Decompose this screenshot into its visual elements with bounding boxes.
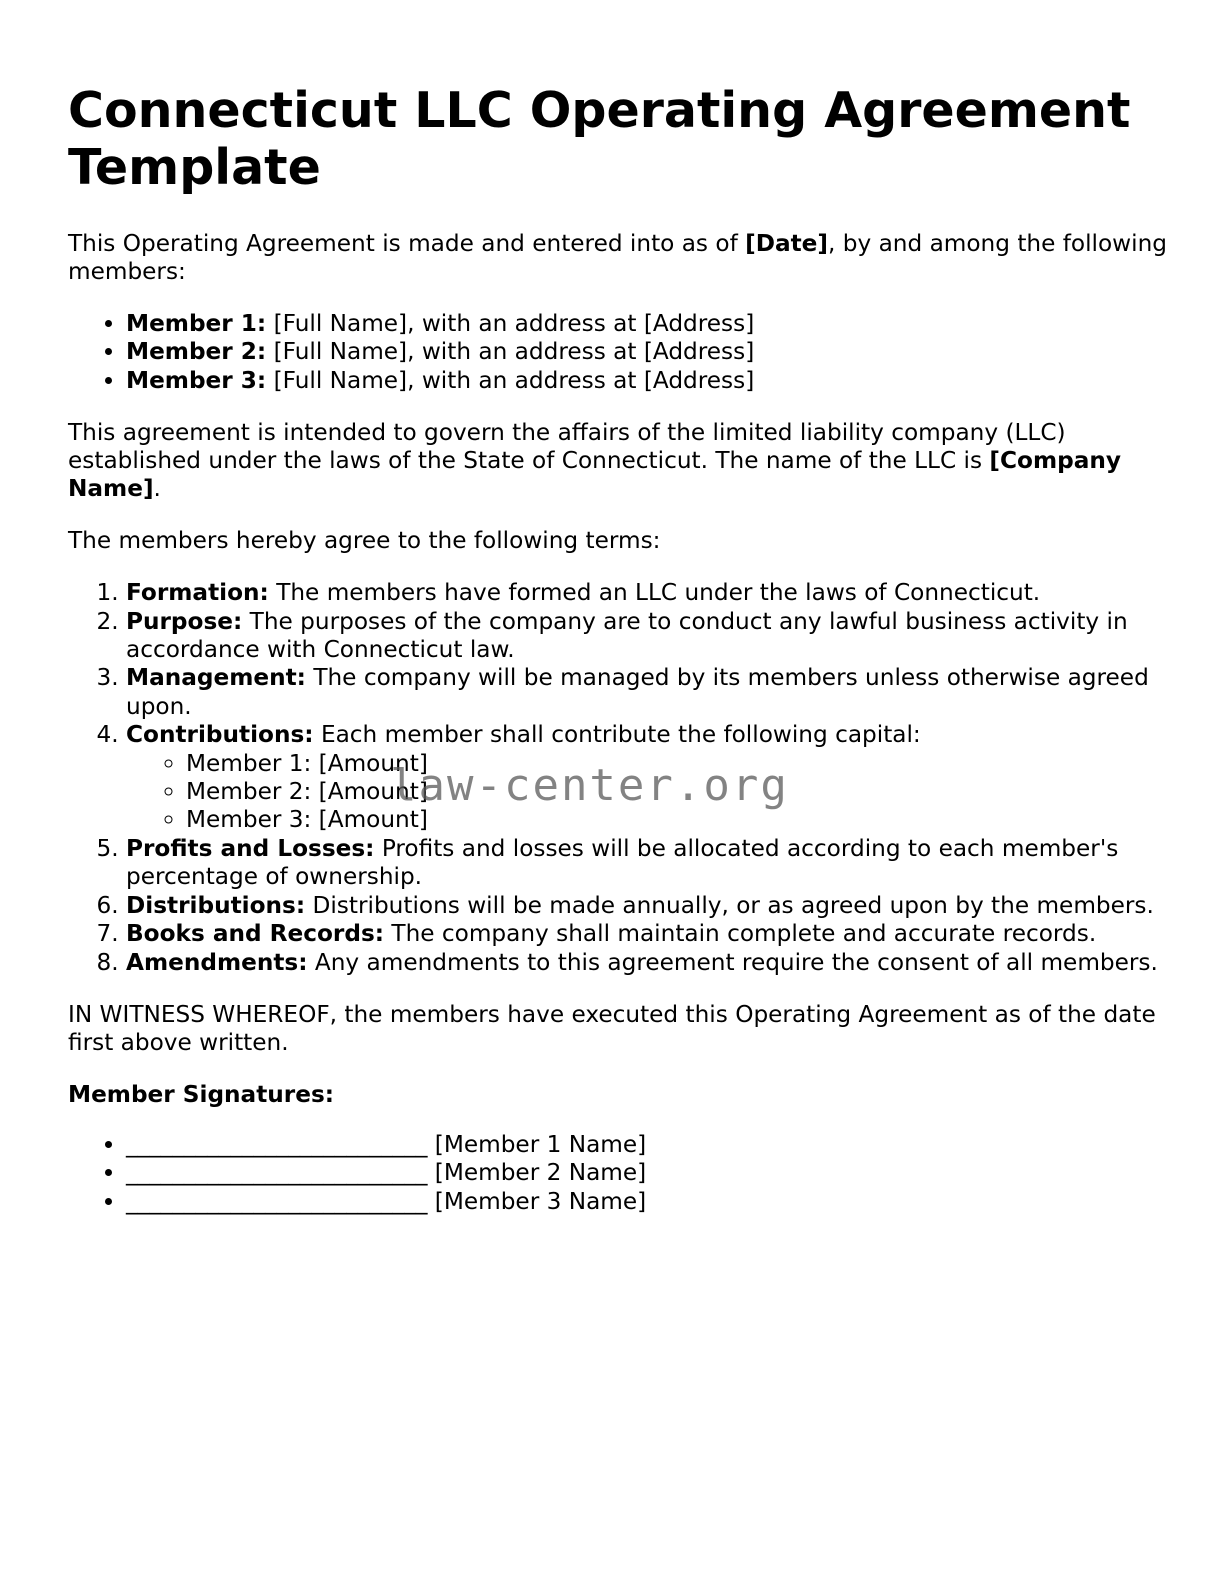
purpose-text-end: . bbox=[153, 475, 161, 503]
signatures-list bbox=[68, 1131, 1168, 1216]
term-text: Profits and losses will be allocated according to each member's percentage of ownership. bbox=[126, 834, 1119, 891]
document-page bbox=[68, 82, 1168, 1240]
list-item bbox=[126, 367, 1168, 395]
term-text: Distributions will be made annually, or as agreed upon by the members. bbox=[305, 891, 1154, 919]
witness-paragraph: IN WITNESS WHEREOF, the members have executed this Operating Agreement as of the date first above written. bbox=[68, 1000, 1156, 1056]
list-item bbox=[126, 920, 1168, 948]
terms-intro: The members hereby agree to the following terms: bbox=[68, 527, 661, 555]
list-item: ◦ Member 2: [Amount] bbox=[186, 778, 1168, 806]
term-label: Amendments: bbox=[126, 948, 308, 976]
page-title: Connecticut LLC Operating Agreement Template bbox=[68, 82, 1131, 196]
list-item bbox=[126, 608, 1168, 665]
list-item bbox=[126, 338, 1168, 366]
term-text: Any amendments to this agreement require the consent of all members. bbox=[307, 948, 1158, 976]
term-label: Profits and Losses: bbox=[126, 834, 375, 862]
list-item bbox=[126, 721, 1168, 835]
intro-paragraph bbox=[68, 230, 1168, 286]
term-label: Books and Records: bbox=[126, 920, 385, 948]
term-label: Distributions: bbox=[126, 891, 306, 919]
term-label: Purpose: bbox=[126, 607, 243, 635]
term-text: Each member shall contribute the following capital: bbox=[313, 721, 921, 749]
signatures-heading-text: Member Signatures: bbox=[68, 1080, 335, 1108]
term-label: Management: bbox=[126, 664, 306, 692]
term-label: Formation: bbox=[126, 579, 269, 607]
watermark: law-center.org bbox=[390, 760, 789, 811]
term-text: The company will be managed by its members unless otherwise agreed upon. bbox=[126, 664, 1149, 720]
list-item bbox=[126, 835, 1168, 892]
list-item bbox=[126, 949, 1168, 977]
list-item bbox=[126, 310, 1168, 338]
member-label: Member 2: bbox=[126, 338, 267, 366]
contributions-list bbox=[126, 750, 1168, 835]
intro-text: This Operating Agreement is made and entered into as of bbox=[68, 230, 746, 257]
term-label: Contributions: bbox=[126, 721, 314, 749]
signature-line: • __________________________ [Member 3 Name] bbox=[126, 1188, 1168, 1216]
member-details: [Full Name], with an address at [Address] bbox=[266, 310, 755, 337]
member-details: [Full Name], with an address at [Address] bbox=[266, 366, 755, 394]
list-item bbox=[126, 664, 1168, 721]
purpose-paragraph bbox=[68, 419, 1168, 503]
company-placeholder: [Company Name] bbox=[68, 447, 1121, 503]
member-label: Member 3: bbox=[126, 366, 267, 394]
term-text: The purposes of the company are to conduct any lawful business activity in accordance with Connecticut law. bbox=[126, 607, 1128, 664]
member-details: [Full Name], with an address at [Address] bbox=[266, 338, 755, 366]
list-item bbox=[126, 892, 1168, 920]
intro-text-end: , by and among the following members: bbox=[68, 230, 1167, 285]
signatures-heading bbox=[68, 1081, 1168, 1109]
list-item bbox=[126, 579, 1168, 607]
list-item: ◦ Member 1: [Amount] bbox=[186, 750, 1168, 778]
term-text: The company shall maintain complete and accurate records. bbox=[384, 920, 1097, 948]
term-text: The members have formed an LLC under the laws of Connecticut. bbox=[268, 579, 1041, 607]
member-label: Member 1: bbox=[126, 310, 267, 337]
members-list bbox=[68, 310, 1168, 395]
purpose-text: This agreement is intended to govern the affairs of the limited liability company (LLC) established under the laws of the State of Connecticut. The name of the LLC is bbox=[68, 419, 1066, 475]
terms-list bbox=[68, 579, 1168, 977]
signature-line: • __________________________ [Member 2 Name] bbox=[126, 1159, 1168, 1187]
list-item: ◦ Member 3: [Amount] bbox=[186, 806, 1168, 834]
date-placeholder: [Date] bbox=[745, 230, 829, 257]
signature-line: • __________________________ [Member 1 Name] bbox=[126, 1131, 1168, 1159]
